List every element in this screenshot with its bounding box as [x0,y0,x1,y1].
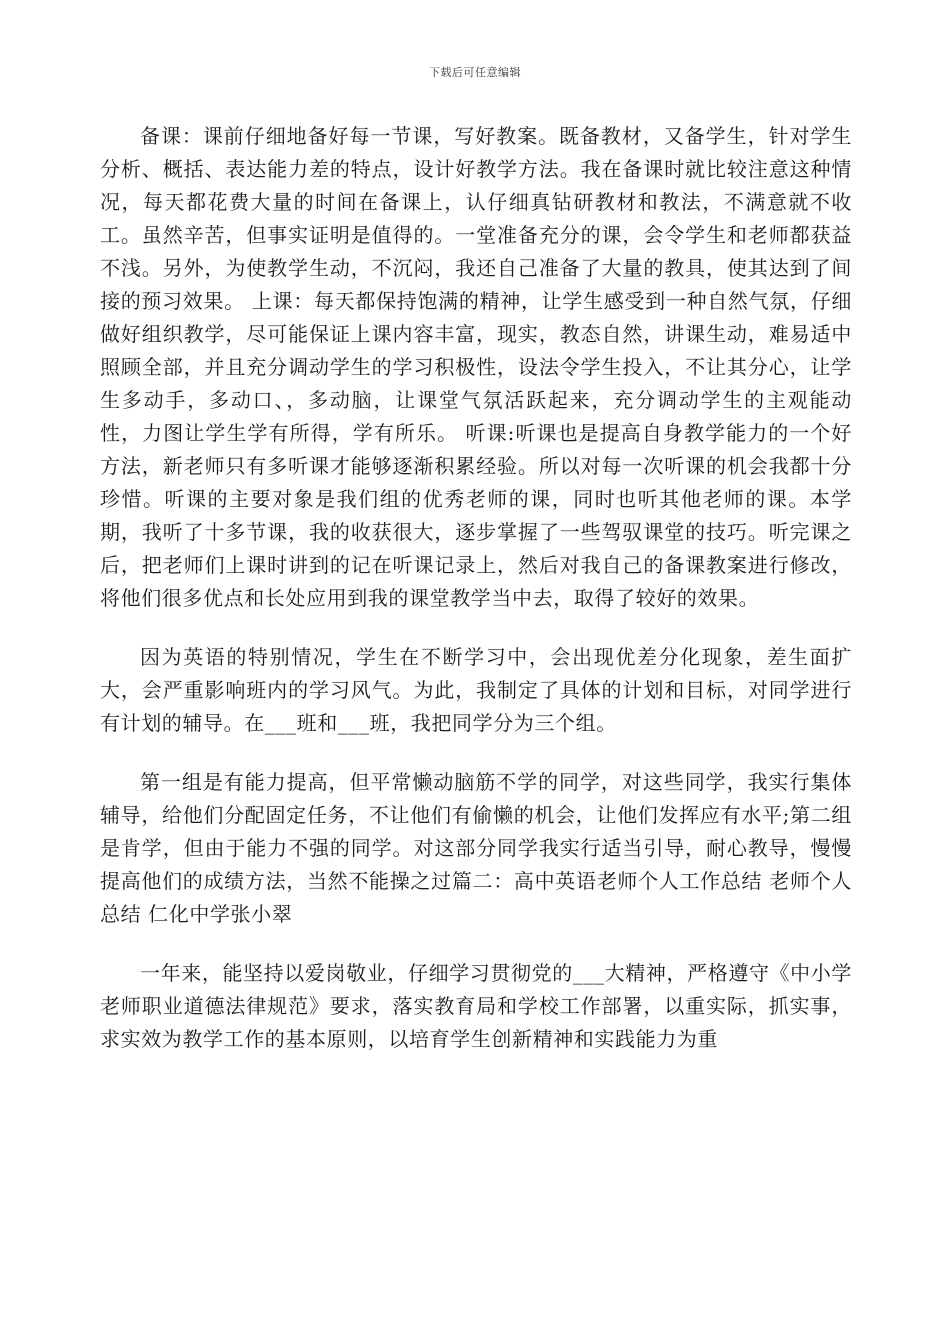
paragraph-yearly-summary: 一年来，能坚持以爱岗敬业，仔细学习贯彻党的___大精神，严格遵守《中小学老师职业道德法律规范》要求，落实教育局和学校工作部署，以重实际，抓实事，求实效为教学工作的基本原则，以培育学生创新精神和实践能力为重 [100,961,852,1051]
page-header: 下载后可任意编辑 [429,66,521,79]
paragraph-student-groups: 因为英语的特别情况，学生在不断学习中，会出现优差分化现象，差生面扩大，会严重影响班内的学习风气。为此，我制定了具体的计划和目标，对同学进行有计划的辅导。在___班和___班，我把同学分为三个组。 [100,645,852,735]
document-body [100,120,852,1056]
paragraph-group-tutoring: 第一组是有能力提高，但平常懒动脑筋不学的同学，对这些同学，我实行集体辅导，给他们分配固定任务，不让他们有偷懒的机会，让他们发挥应有水平;第二组是肯学，但由于能力不强的同学。对这部分同学我实行适当引导，耐心教导，慢慢提高他们的成绩方法，当然不能操之过篇二：高中英语老师个人工作总结 老师个人总结 仁化中学张小翠 [100,770,852,926]
paragraph-lesson-prep: 备课：课前仔细地备好每一节课，写好教案。既备教材，又备学生，针对学生分析、概括、表达能力差的特点，设计好教学方法。我在备课时就比较注意这种情况，每天都花费大量的时间在备课上，认仔细真钻研教材和教法，不满意就不收工。虽然辛苦，但事实证明是值得的。一堂准备充分的课，会令学生和老师都获益不浅。另外，为使教学生动，不沉闷，我还自己准备了大量的教具，使其达到了间接的预习效果。 上课：每天都保持饱满的精神，让学生感受到一种自然气氛，仔细做好组织教学，尽可能保证上课内容丰富，现实，教态自然，讲课生动，难易适中照顾全部，并且充分调动学生的学习积极性，设法令学生投入，不让其分心，让学生多动手，多动口、，多动脑，让课堂气氛活跃起来，充分调动学生的主观能动性，力图让学生学有所得，学有所乐。 听课:听课也是提高自身教学能力的一个好方法，新老师只有多听课才能够逐渐积累经验。所以对每一次听课的机会我都十分珍惜。听课的主要对象是我们组的优秀老师的课，同时也听其他老师的课。本学期，我听了十多节课，我的收获很大，逐步掌握了一些驾驭课堂的技巧。听完课之后，把老师们上课时讲到的记在听课记录上，然后对我自己的备课教案进行修改，将他们很多优点和长处应用到我的课堂教学当中去，取得了较好的效果。 [100,124,852,610]
